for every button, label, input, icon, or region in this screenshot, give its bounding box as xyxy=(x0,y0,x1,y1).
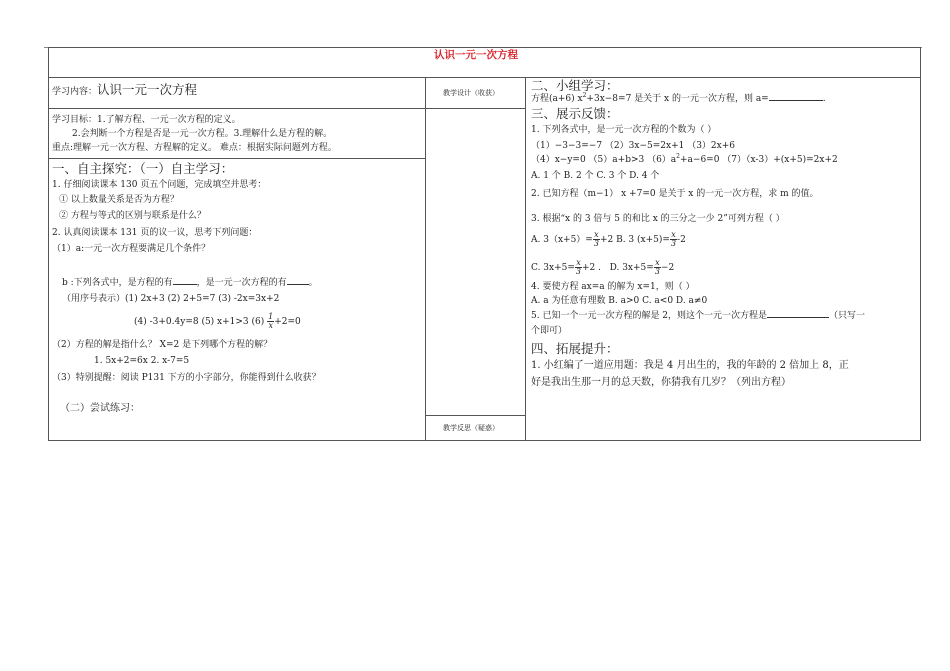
title-row-divider xyxy=(48,77,921,78)
section-practice: （二）尝试练习： xyxy=(60,403,140,414)
feedback-q4: 4. 要使方程 ax=a 的解为 x=1，则（ ） xyxy=(531,282,695,292)
group-problem-text: 方程(a+6) x xyxy=(531,94,583,104)
feedback-q3-options-cd xyxy=(531,259,674,276)
question-2c-row2-post: +2=0 xyxy=(274,317,301,327)
feedback-q2: 2. 已知方程（m−1） x +7=0 是关于 x 的一元一次方程，求 m 的值。 xyxy=(531,189,819,199)
option-a-pre: A. 3（x+5）= xyxy=(531,235,593,245)
question-2c-row2 xyxy=(134,313,301,330)
content-value: 认识一元一次方程 xyxy=(97,82,198,97)
fraction-numerator: x xyxy=(576,258,581,267)
fraction-x-over-3 xyxy=(654,259,661,276)
question-2b-text: b :下列各式中，是方程的有 xyxy=(62,278,173,288)
feedback-q1-row2-text: （4）x−y=0 （5）a+b>3 （6）a xyxy=(531,155,677,165)
fraction-numerator: 1 xyxy=(268,312,274,321)
feedback-q3-options-ab xyxy=(531,231,686,248)
section-feedback: 三、展示反馈： xyxy=(531,106,619,121)
feedback-q3: 3. 根据“x 的 3 倍与 5 的和比 x 的三分之一少 2”可列方程（ ） xyxy=(531,214,785,224)
goals-line-2: 2.会判断一个方程是否是一元一次方程。3.理解什么是方程的解。 xyxy=(72,129,333,139)
goals-line-3: 重点:理解一元一次方程、方程解的定义。 难点：根据实际问题列方程。 xyxy=(52,143,337,153)
option-d-pre: D. 3x+5= xyxy=(609,263,654,273)
group-problem-end: . xyxy=(822,94,826,104)
feedback-q1-row2 xyxy=(531,155,838,166)
feedback-q5-text: 5. 已知一个一元一次方程的解是 2，则这个一元一次方程是 xyxy=(531,311,768,321)
fraction-numerator: x xyxy=(655,258,660,267)
question-2b xyxy=(62,278,318,289)
question-2c-row1: （用序号表示）(1) 2x+3 (2) 2+5=7 (3) -2x=3x+2 xyxy=(62,294,280,304)
question-2a: （1）a:一元一次方程要满足几个条件？ xyxy=(52,244,211,254)
page-title: 认识一元一次方程 xyxy=(434,49,518,61)
question-2c-row2-text: (4) -3+0.4y=8 (5) x+1>3 (6) xyxy=(134,317,265,327)
feedback-q5-line2: 个即可） xyxy=(531,326,568,336)
group-problem xyxy=(531,94,826,105)
left-content-divider xyxy=(48,108,425,109)
feedback-q1-options: A. 1 个 B. 2 个 C. 3 个 D. 4 个 xyxy=(531,171,660,181)
fraction-numerator: x xyxy=(671,230,676,239)
option-d-post: −2 xyxy=(660,263,675,273)
question-1a: ① 以上数量关系是否为方程？ xyxy=(59,195,179,205)
fraction-x-over-3 xyxy=(670,231,677,248)
teaching-design-label: 教学设计（收获） xyxy=(443,89,499,97)
option-b-pre: B. 3 (x+5)= xyxy=(616,235,670,245)
answer-blank-linear[interactable] xyxy=(287,284,309,285)
question-1b: ② 方程与等式的区别与联系是什么？ xyxy=(59,211,206,221)
question-2: 2. 认真阅读课本 131 页的议一议，思考下列问题： xyxy=(52,228,258,238)
fraction-denominator: 3 xyxy=(575,267,581,276)
section-group-study: 二、小组学习： xyxy=(531,78,619,93)
option-c-pre: C. 3x+5= xyxy=(531,263,575,273)
extension-q1-line1: 1. 小红编了一道应用题：我是 4 月出生的，我的年龄的 2 倍加上 8，正 xyxy=(531,360,849,371)
fraction-denominator: 3 xyxy=(654,267,660,276)
option-b-post: -2 xyxy=(677,235,686,245)
question-2b-text-end: 。 xyxy=(308,278,318,288)
middle-bottom-divider xyxy=(425,415,525,416)
fraction-x-over-3 xyxy=(593,231,600,248)
fraction-denominator: 3 xyxy=(593,239,599,248)
fraction-denominator: 3 xyxy=(670,239,677,248)
feedback-q5 xyxy=(531,311,865,322)
goals-line-1: 学习目标：1.了解方程、一元一次方程的定义。 xyxy=(52,115,241,125)
feedback-q1: 1. 下列各式中，是一元一次方程的个数为（ ） xyxy=(531,125,717,135)
content-label: 学习内容： xyxy=(52,87,98,97)
question-2d: （2）方程的解是指什么？ X=2 是下列哪个方程的解？ xyxy=(52,340,273,350)
section-extension: 四、拓展提升： xyxy=(531,341,619,356)
column-divider-2 xyxy=(525,77,526,441)
question-2e: （3）特别提醒：阅读 P131 下方的小字部分，你能得到什么收获？ xyxy=(52,373,321,383)
fraction-numerator: x xyxy=(594,230,599,239)
question-2d-options: 1. 5x+2=6x 2. x-7=5 xyxy=(94,356,190,366)
feedback-q1-row2-exponent: 2 xyxy=(676,153,680,160)
fraction-x-over-3 xyxy=(575,259,582,276)
answer-blank-equations[interactable] xyxy=(173,284,197,285)
column-divider-1 xyxy=(425,77,426,441)
feedback-q1-row2-rest: +a−6=0 （7）（x-3）+(x+5)=2x+2 xyxy=(680,155,838,165)
section-self-explore: 一、自主探究：（一）自主学习： xyxy=(52,161,234,176)
option-a-post: +2 xyxy=(599,235,614,245)
feedback-q5-end: （只写一 xyxy=(829,311,866,321)
extension-q1-line2: 好是我出生那一月的总天数，你猜我有几岁？（列出方程） xyxy=(531,377,791,388)
feedback-q4-options: A. a 为任意有理数 B. a>0 C. a<0 D. a≠0 xyxy=(531,296,708,306)
left-goals-divider xyxy=(48,158,425,159)
question-2b-text-mid: ，是一元一次方程的有 xyxy=(196,278,287,288)
fraction-denominator: x xyxy=(268,321,273,330)
answer-blank-a[interactable] xyxy=(769,100,823,101)
feedback-q1-row1: （1）−3−3=−7 （2）3x−5=2x+1 （3）2x+6 xyxy=(531,141,735,151)
content-label-row xyxy=(52,83,197,98)
group-problem-rest: +3x−8=7 是关于 x 的一元一次方程，则 a= xyxy=(586,94,769,104)
question-1: 1. 仔细阅读课本 130 页五个问题，完成填空并思考： xyxy=(52,180,267,190)
teaching-reflection-label: 教学反思（疑惑） xyxy=(443,424,499,432)
answer-blank-equation[interactable] xyxy=(767,317,829,318)
middle-top-divider xyxy=(425,108,525,109)
group-problem-exponent: 2 xyxy=(582,92,587,99)
option-c-post: +2 . xyxy=(582,263,601,273)
